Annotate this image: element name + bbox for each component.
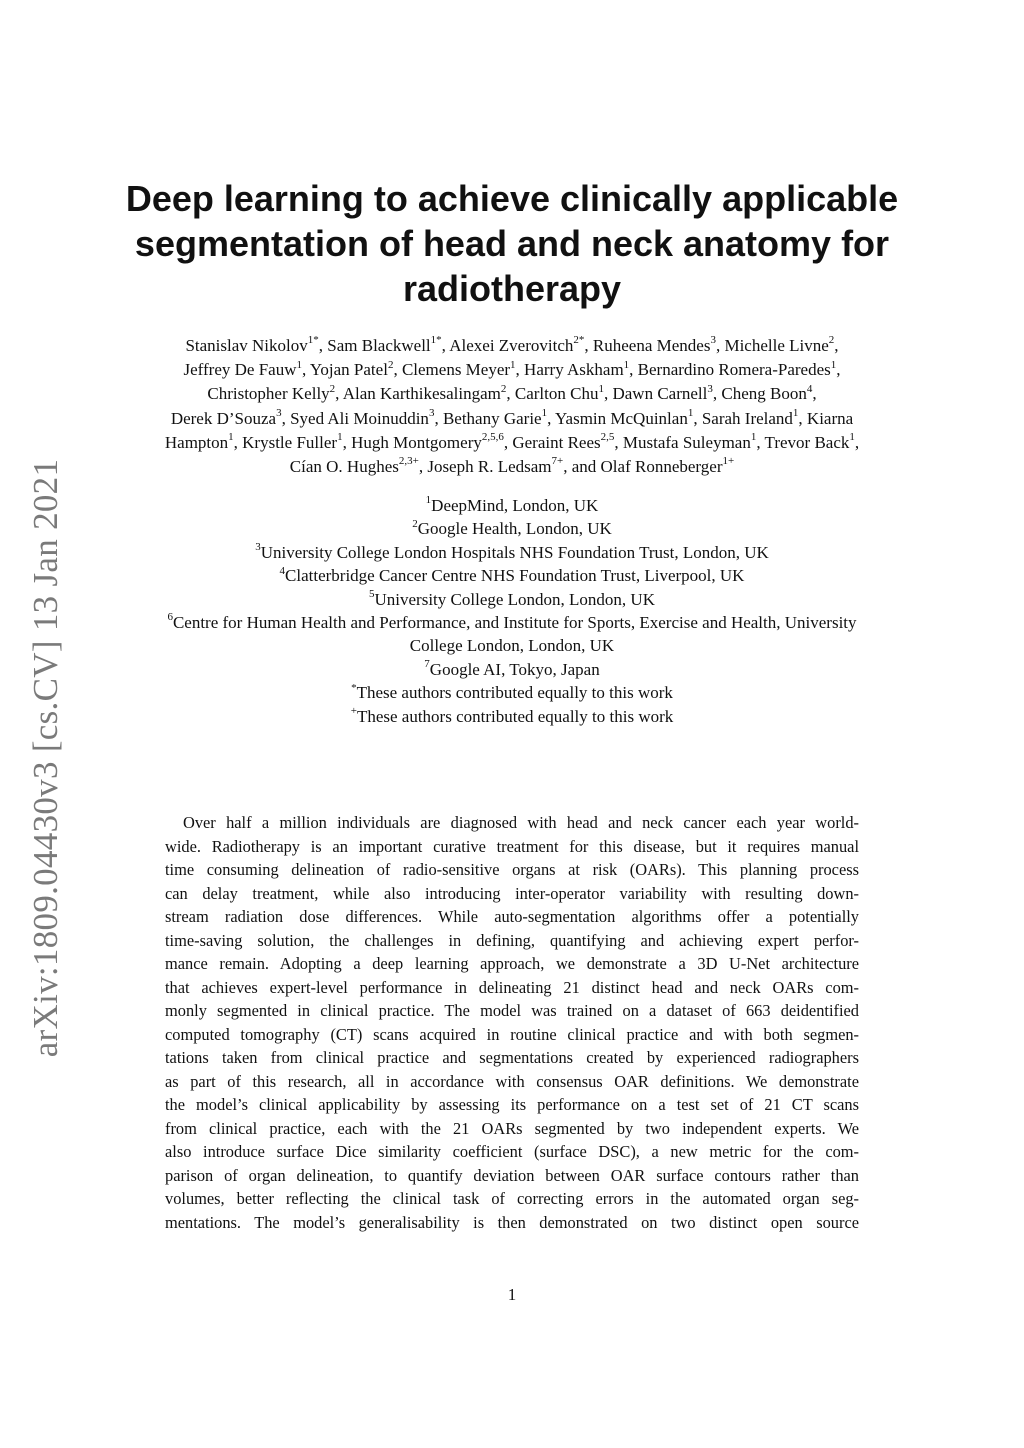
superscript-marker: 1* <box>307 334 319 347</box>
superscript-marker: 4 <box>279 564 286 577</box>
affiliation-list <box>100 494 924 728</box>
affiliation-line <box>100 494 924 517</box>
author-list <box>100 334 924 479</box>
superscript-marker: 2 <box>387 358 394 371</box>
abstract-line: can delay treatment, while also introducing inter-operator variability with resulting down- <box>165 883 859 903</box>
text-run: University College London, London, UK <box>374 589 655 609</box>
superscript-marker: 2,5 <box>600 431 615 444</box>
abstract-line: mentations. The model’s generalisability is then demonstrated on two distinct open source <box>165 1212 859 1232</box>
author-line <box>100 455 924 479</box>
abstract-line: the model’s clinical applicability by assessing its performance on a test set of 21 CT scans <box>165 1095 859 1114</box>
superscript-marker: 3 <box>255 541 261 554</box>
text-run: , <box>834 336 839 355</box>
title-line: radiotherapy <box>402 268 622 309</box>
text-run: , Sarah Ireland <box>693 408 793 428</box>
author-line <box>100 382 924 406</box>
abstract-line: from clinical practice, each with the 21 OARs segmented by two independent experts. We <box>165 1118 859 1138</box>
text-run: , Harry Askham <box>515 360 624 380</box>
abstract-line: tations taken from clinical practice and segmentations created by experienced radiographers <box>165 1048 859 1067</box>
superscript-marker: 2 <box>412 517 418 530</box>
superscript-marker: 4 <box>806 382 813 395</box>
superscript-marker: 1 <box>792 406 799 419</box>
affiliation-line <box>100 705 924 728</box>
title-line: segmentation of head and neck anatomy for <box>134 223 890 264</box>
text-run: Google AI, Tokyo, Japan <box>429 659 600 679</box>
superscript-marker: 1 <box>849 431 855 444</box>
text-run: DeepMind, London, UK <box>431 496 599 515</box>
text-run: , Michelle Livne <box>715 336 829 355</box>
title-line: Deep learning to achieve clinically applicable <box>125 178 899 219</box>
text-run: Google Health, London, UK <box>417 519 612 539</box>
abstract-line: parison of organ delineation, to quantify deviation between OAR surface contours rather than <box>165 1165 859 1185</box>
text-run: , Clemens Meyer <box>393 360 511 380</box>
affiliation-line <box>100 564 924 587</box>
superscript-marker: 3 <box>428 406 435 419</box>
text-run: , Bethany Garie <box>434 408 542 428</box>
author-line <box>100 407 924 431</box>
superscript-marker: 1 <box>623 358 630 371</box>
superscript-marker: 1 <box>687 406 694 419</box>
abstract-line: also introduce surface Dice similarity coefficient (surface DSC), a new metric for the com- <box>165 1142 859 1161</box>
superscript-marker: 2 <box>500 382 507 395</box>
superscript-marker: 1 <box>750 431 757 444</box>
superscript-marker: 7+ <box>551 455 564 468</box>
text-run: , Trevor Back <box>756 432 850 452</box>
text-run: Cían O. Hughes <box>289 457 399 477</box>
superscript-marker: 1* <box>430 334 442 347</box>
text-run: Clatterbridge Cancer Centre NHS Foundation Trust, Liverpool, UK <box>285 566 745 586</box>
abstract <box>165 811 859 1234</box>
abstract-line: Over half a million individuals are diagnosed with head and neck cancer each year world- <box>183 813 859 832</box>
superscript-marker: 7 <box>424 658 430 671</box>
abstract-line: that achieves expert-level performance in delineating 21 distinct head and neck OARs com- <box>165 977 859 997</box>
paper-title <box>110 176 914 311</box>
text-run: , Krystle Fuller <box>233 432 338 452</box>
superscript-marker: 3 <box>710 334 716 347</box>
text-run: These authors contributed equally to this work <box>356 706 674 726</box>
text-run: , Sam Blackwell <box>318 336 431 355</box>
text-run: Christopher Kelly <box>207 384 330 404</box>
superscript-marker: 2,3+ <box>398 455 419 468</box>
abstract-line: volumes, better reflecting the clinical task of correcting errors in the automated organ seg- <box>165 1189 859 1208</box>
text-run: , Carlton Chu <box>506 384 599 404</box>
text-run: , Ruheena Mendes <box>584 336 711 355</box>
text-run: , <box>836 360 841 380</box>
affiliation-line <box>100 658 924 681</box>
affiliation-line <box>100 588 924 611</box>
text-run: , Kiarna <box>798 408 854 428</box>
abstract-line: monly segmented in clinical practice. The model was trained on a dataset of 663 deidentified <box>165 1001 859 1020</box>
superscript-marker: 5 <box>369 587 375 600</box>
superscript-marker: 1 <box>598 382 604 395</box>
text-run: These authors contributed equally to this work <box>356 683 673 703</box>
text-run: Stanislav Nikolov <box>185 336 308 355</box>
abstract-line: time consuming delineation of radio-sensitive organs at risk (OARs). This planning process <box>165 860 859 879</box>
superscript-marker: 1 <box>541 406 548 419</box>
superscript-marker: 3 <box>707 382 713 395</box>
affiliation-line <box>100 541 924 564</box>
superscript-marker: 6 <box>167 611 173 624</box>
text-run: , and Olaf Ronneberger <box>563 457 723 477</box>
text-run: , Cheng Boon <box>712 384 807 404</box>
superscript-marker: 1 <box>830 358 837 371</box>
text-run: College London, London, UK <box>409 636 615 656</box>
affiliation-line <box>100 611 924 634</box>
arxiv-identifier: arXiv:1809.04430v3 [cs.CV] 13 Jan 2021 <box>26 458 65 1058</box>
text-run: Hampton <box>164 432 229 452</box>
text-run: , Mustafa Suleyman <box>614 432 751 452</box>
text-run: Centre for Human Health and Performance, and Institute for Sports, Exercise and Health, University <box>172 613 857 633</box>
text-run: , Geraint Rees <box>503 432 601 452</box>
superscript-marker: 2 <box>329 382 336 395</box>
abstract-line: computed tomography (CT) scans acquired in routine clinical practice and with both segmen- <box>165 1024 859 1044</box>
affiliation-line <box>100 634 924 657</box>
superscript-marker: 1 <box>425 494 432 507</box>
text-run: , <box>812 384 817 404</box>
abstract-line: time-saving solution, the challenges in defining, quantifying and achieving expert perfor- <box>165 930 859 950</box>
superscript-marker: 3 <box>276 406 282 419</box>
superscript-marker: 2* <box>573 334 585 347</box>
superscript-marker: 2,5,6 <box>481 431 504 444</box>
text-run: , Hugh Montgomery <box>342 432 482 452</box>
author-line <box>100 334 924 358</box>
text-run: , Syed Ali Moinuddin <box>281 408 429 428</box>
superscript-marker: 1 <box>510 358 516 371</box>
author-line <box>100 358 924 382</box>
text-run: , Bernardino Romera-Paredes <box>629 360 831 380</box>
superscript-marker: 1+ <box>722 455 735 468</box>
text-run: , <box>854 432 860 452</box>
superscript-marker: 2 <box>828 334 835 347</box>
affiliation-line <box>100 681 924 704</box>
superscript-marker: 1 <box>337 431 343 444</box>
text-run: , Alexei Zverovitch <box>441 336 574 355</box>
abstract-line: as part of this research, all in accordance with consensus OAR definitions. We demonstrate <box>165 1071 859 1091</box>
affiliation-line <box>100 517 924 540</box>
superscript-marker: * <box>351 681 357 694</box>
page-number: 1 <box>507 1285 517 1304</box>
text-run: , Joseph R. Ledsam <box>418 457 552 477</box>
text-run: , Dawn Carnell <box>603 384 708 404</box>
text-run: Derek D’Souza <box>170 408 277 428</box>
abstract-line: stream radiation dose differences. While auto-segmentation algorithms offer a potentially <box>165 907 859 926</box>
superscript-marker: 1 <box>296 358 302 371</box>
superscript-marker: + <box>350 705 357 717</box>
text-run: , Yasmin McQuinlan <box>547 408 688 428</box>
text-run: University College London Hospitals NHS Foundation Trust, London, UK <box>260 542 769 562</box>
superscript-marker: 1 <box>228 431 234 444</box>
text-run: , Yojan Patel <box>301 360 388 380</box>
author-line <box>100 431 924 455</box>
abstract-line: wide. Radiotherapy is an important curative treatment for this disease, but it requires manual <box>165 836 859 856</box>
abstract-line: mance remain. Adopting a deep learning approach, we demonstrate a 3D U-Net architecture <box>165 954 859 973</box>
text-run: Jeffrey De Fauw <box>183 360 297 380</box>
text-run: , Alan Karthikesalingam <box>335 384 501 404</box>
